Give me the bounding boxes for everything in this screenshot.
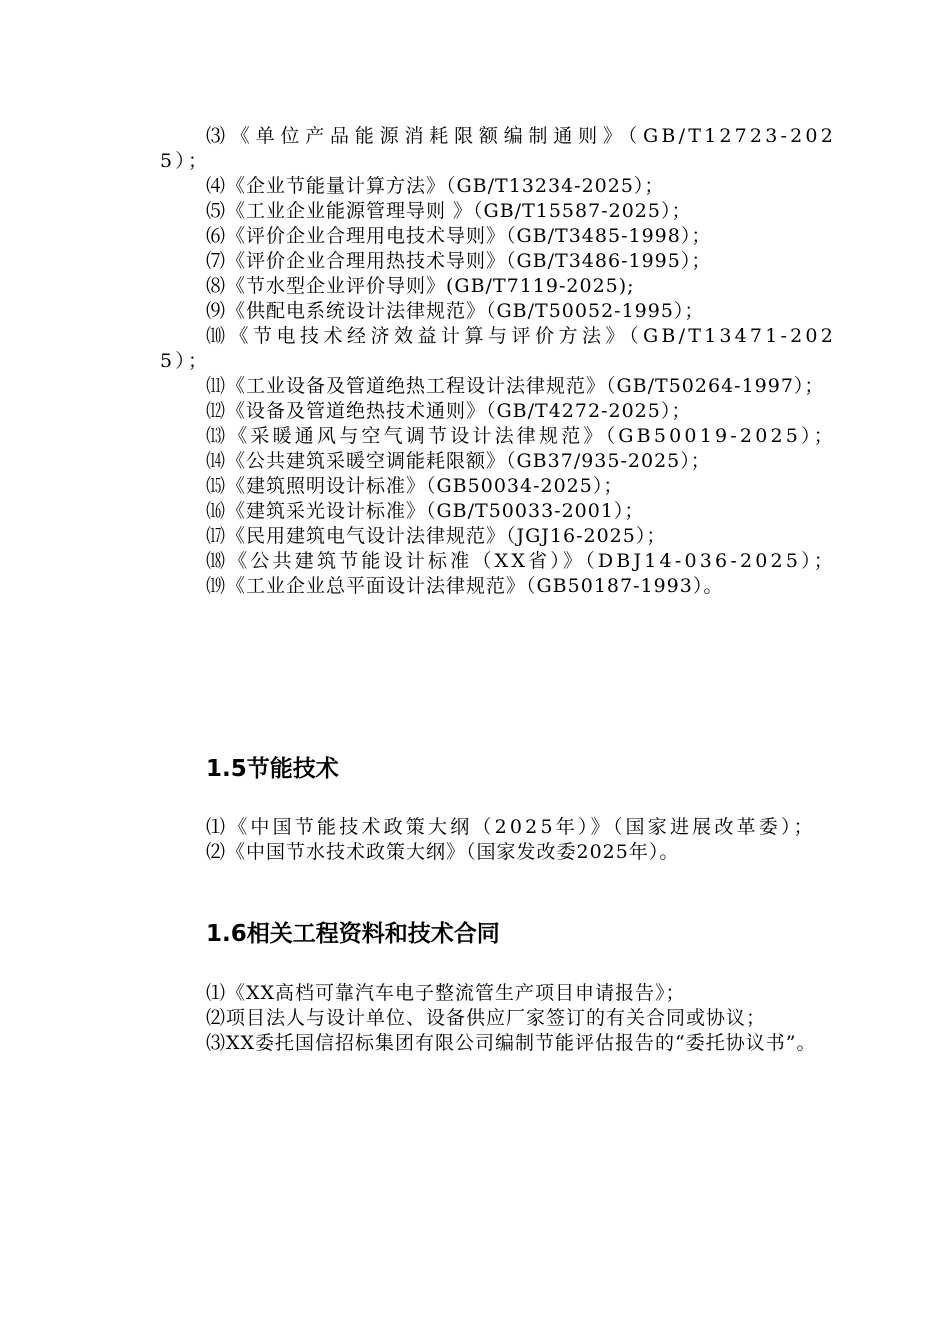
list-item: ⑵《中国节水技术政策大纲》（国家发改委2025年）。 (206, 841, 680, 863)
list-item: ⒀《采暖通风与空气调节设计法律规范》（GB50019-2025）； (206, 425, 836, 447)
list-item: ⑾《工业设备及管道绝热工程设计法律规范》（GB/T50264-1997）； (206, 375, 825, 397)
list-item: ⒅《公共建筑节能设计标准（XX省）》（DBJ14-036-2025）； (206, 550, 837, 572)
list-item: ⑵项目法人与设计单位、设备供应厂家签订的有关合同或协议； (206, 1007, 767, 1029)
list-item: ⑿《设备及管道绝热技术通则》（GB/T4272-2025）； (206, 400, 692, 422)
list-item: ⑸《工业企业能源管理导则 》（GB/T15587-2025）； (206, 200, 692, 222)
list-item: ⑶《单位产品能源消耗限额编制通则》（GB/T12723-2025）； (160, 125, 836, 172)
list-item: ⑻《节水型企业评价导则》(GB/T7119-2025); (206, 275, 635, 297)
section-heading-1-5: 1.5节能技术 (206, 756, 339, 782)
list-item: ⒄《民用建筑电气设计法律规范》（JGJ16-2025）； (206, 525, 667, 547)
standards-list (160, 124, 836, 599)
list-item: ⒂《建筑照明设计标准》（GB50034-2025）； (206, 475, 624, 497)
list-item: ⑶XX委托国信招标集团有限公司编制节能评估报告的“委托协议书”。 (206, 1032, 817, 1054)
section-1-6-list (160, 981, 836, 1056)
list-item: ⑴《XX高档可靠汽车电子整流管生产项目申请报告》； (206, 982, 686, 1004)
list-item: ⑺《评价企业合理用热技术导则》（GB/T3486-1995）； (206, 250, 712, 272)
list-item: ⑹《评价企业合理用电技术导则》（GB/T3485-1998）； (206, 225, 712, 247)
list-item: ⑼《供配电系统设计法律规范》（GB/T50052-1995）； (206, 300, 705, 322)
list-item: ⑽《节电技术经济效益计算与评价方法》（GB/T13471-2025）； (160, 325, 836, 372)
section-heading-1-6: 1.6相关工程资料和技术合同 (206, 921, 500, 947)
list-item: ⑷《企业节能量计算方法》（GB/T13234-2025）； (206, 175, 665, 197)
list-item: ⒆《工业企业总平面设计法律规范》（GB50187-1993）。 (206, 575, 724, 597)
list-item: ⒁《公共建筑采暖空调能耗限额》（GB37/935-2025）； (206, 450, 711, 472)
list-item: ⒃《建筑采光设计标准》（GB/T50033-2001）； (206, 500, 645, 522)
list-item: ⑴《中国节能技术政策大纲（2025年）》（国家进展改革委）； (206, 816, 816, 838)
section-1-5-list (160, 815, 836, 865)
